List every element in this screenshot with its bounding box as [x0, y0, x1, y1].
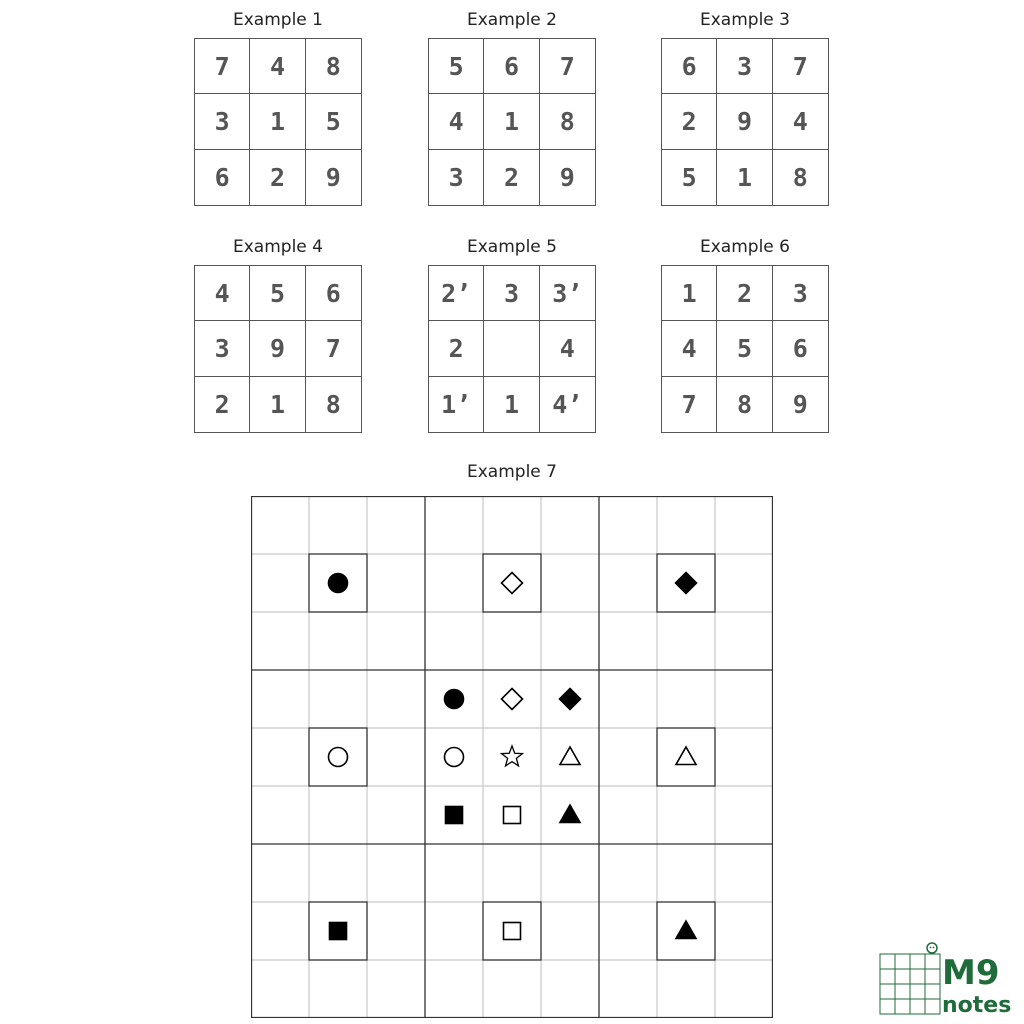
grid-cell: 3	[429, 150, 484, 205]
grid-cell: 6	[306, 266, 361, 321]
grid-cell: 5	[306, 94, 361, 149]
grid-cell: 5	[429, 39, 484, 94]
grid-cell: 3’	[540, 266, 595, 321]
grid-cell: 3	[195, 321, 250, 376]
grid-cell: 7	[195, 39, 250, 94]
grid-cell: 1	[484, 94, 539, 149]
grid-cell: 3	[773, 266, 828, 321]
grid-cell: 2	[250, 150, 305, 205]
grid-cell: 4’	[552, 389, 583, 419]
grid-cell: 8	[792, 162, 808, 192]
grid-cell: 1’	[429, 377, 484, 432]
example-title: Example 6	[700, 237, 790, 257]
number-grid	[194, 265, 362, 433]
grid-cell: 5	[662, 150, 717, 205]
grid-cell: 9	[717, 94, 772, 149]
grid-cell: 9	[792, 389, 808, 419]
grid-cell: 9	[250, 321, 305, 376]
outline-square-icon	[504, 923, 521, 940]
number-grid	[661, 38, 829, 206]
filled-circle-icon	[329, 574, 348, 593]
logo-bottom-text: notes	[942, 993, 1012, 1018]
grid-cell: 2	[484, 150, 539, 205]
example-2	[428, 10, 596, 208]
grid-cell: 7	[306, 321, 361, 376]
grid-cell: 8	[306, 39, 361, 94]
grid-cell: 7	[662, 377, 717, 432]
grid-cell: 2	[429, 321, 484, 376]
grid-cell: 1	[662, 266, 717, 321]
m9-notes-logo	[878, 938, 1018, 1018]
symbols	[329, 573, 697, 940]
filled-circle-icon	[445, 690, 464, 709]
grid-cell: 2	[662, 94, 717, 149]
symbol-grid	[251, 496, 773, 1018]
example-6	[661, 237, 829, 435]
filled-diamond-icon	[560, 689, 581, 710]
grid-cell: 9	[325, 162, 341, 192]
grid-cell: 1	[250, 94, 305, 149]
grid-cell: 4	[540, 321, 595, 376]
grid-cell: 8	[717, 377, 772, 432]
grid-cell: 9	[559, 162, 575, 192]
example-1	[194, 10, 362, 208]
number-grid	[661, 265, 829, 433]
filled-square-icon	[446, 807, 463, 824]
grid-cell: 6	[195, 150, 250, 205]
grid-cell: 7	[540, 39, 595, 94]
example-5	[428, 237, 596, 435]
grid-cell: 1	[717, 150, 772, 205]
grid-cell: 6	[662, 39, 717, 94]
outline-diamond-icon	[502, 689, 523, 710]
mascot-icon	[927, 943, 937, 953]
logo-grid	[880, 954, 940, 1014]
outline-star-icon	[502, 746, 523, 766]
grid-cell: 2’	[429, 266, 484, 321]
grid-cell: 1	[250, 377, 305, 432]
grid-cell: 8	[325, 389, 341, 419]
filled-diamond-icon	[676, 573, 697, 594]
example-title: Example 1	[233, 10, 323, 30]
number-grid	[194, 38, 362, 206]
example-4	[194, 237, 362, 435]
grid-cell: 6	[484, 39, 539, 94]
example-title: Example 5	[467, 237, 557, 257]
number-grid	[428, 265, 596, 433]
grid-cell: 3	[717, 39, 772, 94]
grid-cell: 8	[540, 94, 595, 149]
filled-triangle-icon	[676, 921, 696, 939]
grid-cell: 3	[195, 94, 250, 149]
number-grid	[428, 38, 596, 206]
outline-circle-icon	[329, 748, 348, 767]
example-7	[251, 462, 773, 1022]
outline-triangle-icon	[560, 747, 580, 765]
filled-square-icon	[330, 923, 347, 940]
grid-cell: 2	[717, 266, 772, 321]
outline-diamond-icon	[502, 573, 523, 594]
grid-cell: 2	[195, 377, 250, 432]
outline-triangle-icon	[676, 747, 696, 765]
grid-cell: 6	[773, 321, 828, 376]
grid-cell: 4	[195, 266, 250, 321]
grid-cell: 1	[484, 377, 539, 432]
example-title: Example 7	[467, 462, 557, 482]
filled-triangle-icon	[560, 805, 580, 823]
example-title: Example 3	[700, 10, 790, 30]
grid-cell	[484, 321, 539, 376]
example-title: Example 4	[233, 237, 323, 257]
logo-top-text: M9	[942, 953, 1000, 993]
grid-cell: 4	[429, 94, 484, 149]
grid-cell: 5	[717, 321, 772, 376]
example-title: Example 2	[467, 10, 557, 30]
grid-cell: 4	[250, 39, 305, 94]
grid-cell: 4	[662, 321, 717, 376]
grid-cell: 4	[773, 94, 828, 149]
grid-cell: 5	[250, 266, 305, 321]
grid-cell: 7	[773, 39, 828, 94]
outline-circle-icon	[445, 748, 464, 767]
grid-cell: 3	[484, 266, 539, 321]
example-3	[661, 10, 829, 208]
outline-square-icon	[504, 807, 521, 824]
